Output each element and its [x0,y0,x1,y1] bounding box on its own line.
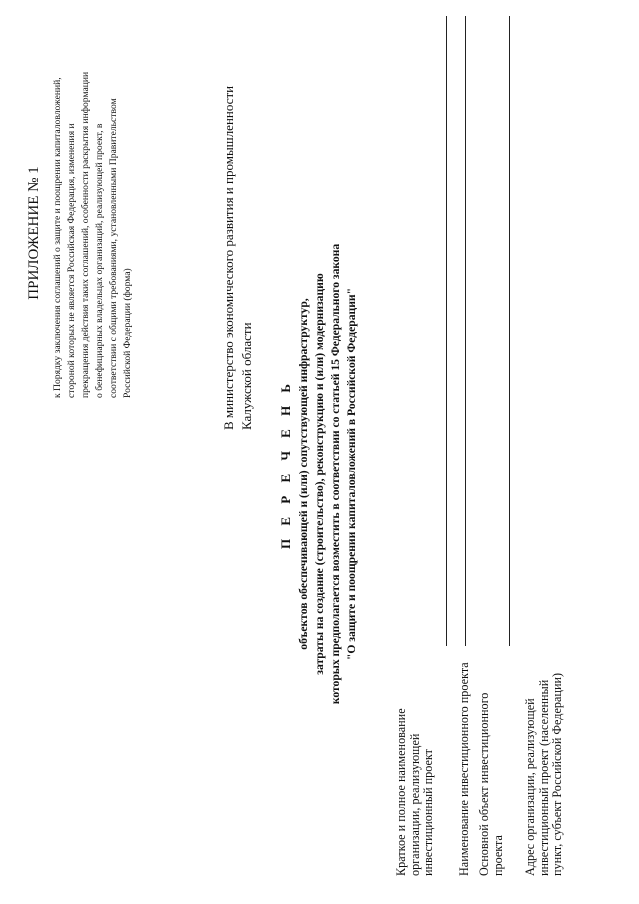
list-subtitle-line-3: которых предполагается возместить в соответствии со статьей 15 Федерального закона [329,243,342,705]
field-label-organization: Краткое и полное наименование организации, реализующей инвестиционный проект [394,708,436,876]
list-title: П Е Р Е Ч Е Н Ь [278,378,293,550]
fill-line-main-object[interactable] [509,16,510,646]
field-label-project-name: Наименование инвестиционного проекта [457,662,471,876]
list-subtitle-line-2: затраты на создание (строительство), реконструкцию и (или) модернизацию [313,273,326,675]
fill-line-project-name[interactable] [465,16,466,646]
appendix-block [26,68,135,398]
fill-line-organization[interactable] [446,16,447,646]
list-subtitle-line-4: "О защите и поощрении капиталовложений в Российской Федерации" [345,287,358,661]
appendix-title: ПРИЛОЖЕНИЕ № 1 [26,166,42,300]
field-label-main-object: Основной объект инвестиционного проекта [477,692,505,876]
appendix-text: к Порядку заключения соглашений о защите и поощрении капиталовложений, стороной которых не является Российская Федерация, изменения и прекращения действия таких соглашений, особенности раскрытия информации о бенефициарных владельцах организаций, реализующей проект, в соответствии с общими требованиями, установленными Правительством Российской Федерации (форма) [52,71,133,398]
list-subtitle-line-1: объектов обеспечивающей и (или) сопутствующей инфраструктур, [297,298,310,650]
list-subtitle [296,194,360,754]
addressee-text: В министерство экономического развития и промышленности Калужской области [221,85,254,430]
field-label-address: Адрес организации, реализующей инвестиционный проект (населенный пункт, субъект Российской Федерации) [523,672,565,876]
